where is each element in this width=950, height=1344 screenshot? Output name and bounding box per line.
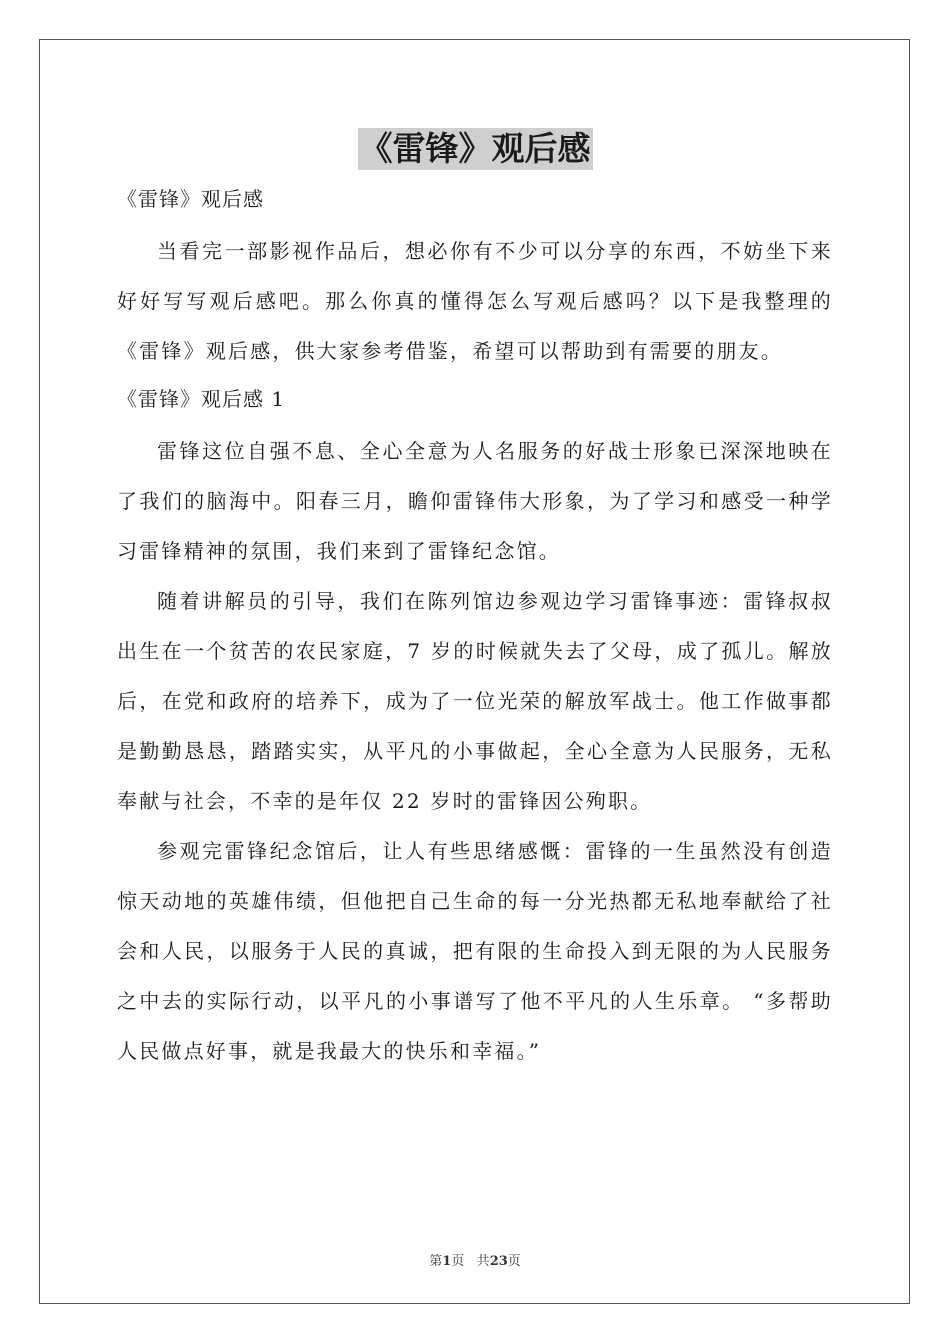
page-current: 1 <box>442 1254 452 1269</box>
intro-paragraph: 当看完一部影视作品后，想必你有不少可以分享的东西，不妨坐下来好好写写观后感吧。那么你真的懂得怎么写观后感吗？以下是我整理的《雷锋》观后感，供大家参考借鉴，希望可以帮助到有需要的朋友。 <box>117 239 833 363</box>
document-subtitle: 《雷锋》观后感 <box>117 187 264 211</box>
total-prefix: 共 <box>476 1254 490 1269</box>
section-heading: 《雷锋》观后感 1 <box>117 387 286 411</box>
total-unit: 页 <box>507 1254 521 1269</box>
body-paragraph-1: 雷锋这位自强不息、全心全意为人名服务的好战士形象已深深地映在了我们的脑海中。阳春三月，瞻仰雷锋伟大形象，为了学习和感受一种学习雷锋精神的氛围，我们来到了雷锋纪念馆。 <box>117 439 833 563</box>
document-body <box>117 180 833 1076</box>
body-paragraph-2: 随着讲解员的引导，我们在陈列馆边参观边学习雷锋事迹：雷锋叔叔出生在一个贫苦的农民家庭，7 岁的时候就失去了父母，成了孤儿。解放后，在党和政府的培养下，成为了一位光荣的解放军战士。他工作做事都是勤勤恳恳，踏踏实实，从平凡的小事做起，全心全意为人民服务，无私奉献与社会，不幸的是年仅 22 岁时的雷锋因公殉职。 <box>117 589 833 813</box>
page-prefix: 第 <box>429 1254 443 1269</box>
page-footer <box>0 1250 950 1269</box>
title-container <box>0 128 950 170</box>
document-title: 《雷锋》观后感 <box>359 129 591 168</box>
page-unit: 页 <box>451 1254 465 1269</box>
page-total: 23 <box>489 1254 508 1269</box>
body-paragraph-3: 参观完雷锋纪念馆后，让人有些思绪感慨：雷锋的一生虽然没有创造惊天动地的英雄伟绩，但他把自己生命的每一分光热都无私地奉献给了社会和人民，以服务于人民的真诚，把有限的生命投入到无限的为人民服务之中去的实际行动，以平凡的小事谱写了他不平凡的人生乐章。 “多帮助人民做点好事，就是我最大的快乐和幸福。” <box>117 839 833 1063</box>
